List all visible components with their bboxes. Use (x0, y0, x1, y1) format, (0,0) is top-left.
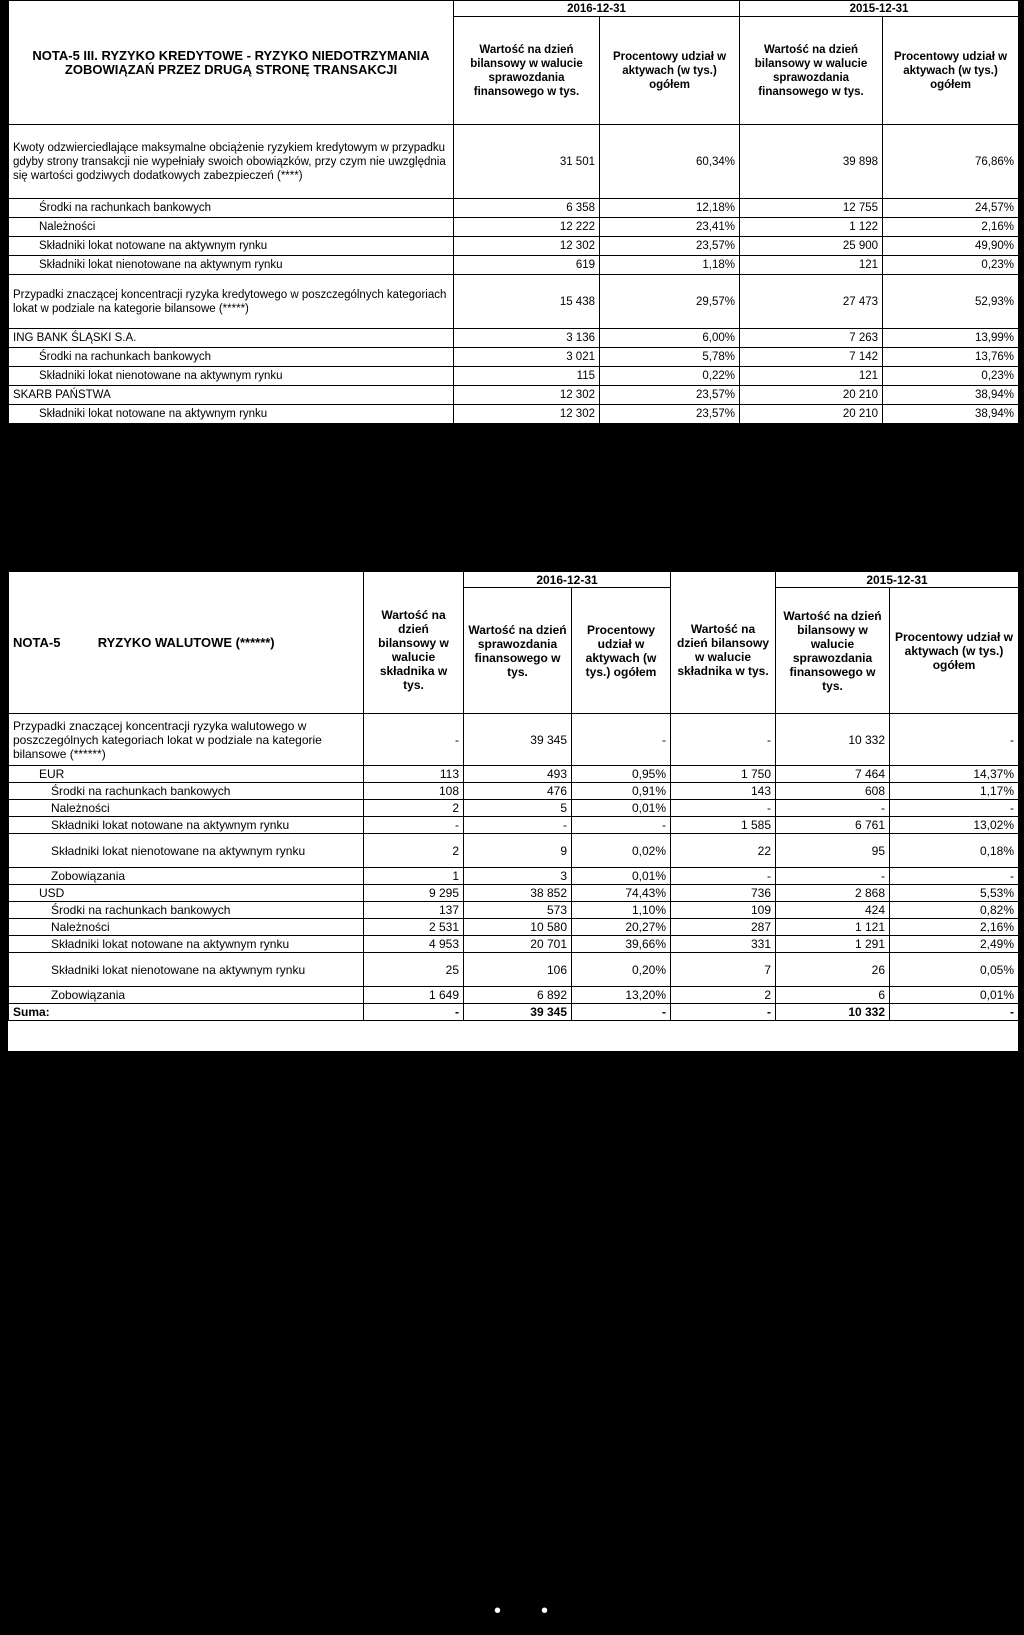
currency-risk-sheet (8, 571, 1018, 1051)
col-value-report-2015: Wartość na dzień bilansowy w walucie sprawozdania finansowego w tys. (776, 588, 890, 714)
value-currency-2016: 1 (364, 868, 464, 885)
col-pct: Procentowy udział w aktywach (w tys.) ogółem (572, 588, 671, 714)
table-row (9, 783, 1019, 800)
pct-2016: 1,18% (600, 256, 740, 275)
value-report-2015: 95 (776, 834, 890, 868)
pct-2016: 23,57% (600, 386, 740, 405)
value-currency-2016: 9 295 (364, 885, 464, 902)
pct-2015: - (890, 1004, 1019, 1021)
pct-2015: 13,99% (883, 329, 1019, 348)
col-value-report: Wartość na dzień sprawozdania finansowego w tys. (464, 588, 572, 714)
row-label: Składniki lokat nienotowane na aktywnym rynku (9, 367, 454, 386)
value-report-2016: 106 (464, 953, 572, 987)
value-report-2015: 1 291 (776, 936, 890, 953)
table-row (9, 405, 1019, 424)
row-label: Składniki lokat notowane na aktywnym rynku (9, 936, 364, 953)
pct-2016: - (572, 1004, 671, 1021)
table-row (9, 348, 1019, 367)
pct-2015: 13,76% (883, 348, 1019, 367)
value-currency-2016: 108 (364, 783, 464, 800)
row-label: Środki na rachunkach bankowych (9, 348, 454, 367)
value-2015: 25 900 (740, 237, 883, 256)
value-2016: 15 438 (454, 275, 600, 329)
pct-2016: 23,57% (600, 237, 740, 256)
value-report-2016: 39 345 (464, 714, 572, 766)
pct-2015: 2,16% (883, 218, 1019, 237)
col-value-currency-2015: Wartość na dzień bilansowy w walucie składnika w tys. (671, 588, 776, 714)
value-report-2016: 39 345 (464, 1004, 572, 1021)
row-label: Środki na rachunkach bankowych (9, 199, 454, 218)
value-column-header-2015: Wartość na dzień bilansowy w walucie sprawozdania finansowego w tys. (740, 17, 883, 125)
credit-risk-table (8, 0, 1019, 424)
value-report-2015: 6 (776, 987, 890, 1004)
value-report-2015: 26 (776, 953, 890, 987)
table-row (9, 256, 1019, 275)
table-row (9, 1004, 1019, 1021)
value-report-2016: - (464, 817, 572, 834)
value-2015: 20 210 (740, 386, 883, 405)
value-currency-2016: 1 649 (364, 987, 464, 1004)
table-row (9, 714, 1019, 766)
table-row (9, 885, 1019, 902)
pct-2015: 0,18% (890, 834, 1019, 868)
col-pct-2015: Procentowy udział w aktywach (w tys.) ogółem (890, 588, 1019, 714)
row-label: Zobowiązania (9, 868, 364, 885)
value-2015: 7 263 (740, 329, 883, 348)
pct-2015: 2,49% (890, 936, 1019, 953)
value-2016: 12 302 (454, 237, 600, 256)
value-currency-2015: 109 (671, 902, 776, 919)
table-row (9, 953, 1019, 987)
table-row (9, 367, 1019, 386)
value-2016: 115 (454, 367, 600, 386)
row-label: Składniki lokat notowane na aktywnym rynku (9, 405, 454, 424)
currency-risk-title-a: NOTA-5 (13, 634, 61, 650)
pct-2016: 0,95% (572, 766, 671, 783)
value-report-2015: 7 464 (776, 766, 890, 783)
table-row (9, 386, 1019, 405)
pct-2016: 39,66% (572, 936, 671, 953)
value-currency-2015: 1 585 (671, 817, 776, 834)
pct-2016: 1,10% (572, 902, 671, 919)
value-report-2016: 10 580 (464, 919, 572, 936)
pct-2015: 0,23% (883, 367, 1019, 386)
row-label: Suma: (9, 1004, 364, 1021)
pct-2016: 6,00% (600, 329, 740, 348)
value-currency-2016: 2 (364, 834, 464, 868)
table-row (9, 868, 1019, 885)
pct-2015: 38,94% (883, 386, 1019, 405)
table-row (9, 218, 1019, 237)
value-report-2016: 493 (464, 766, 572, 783)
currency-risk-table (8, 571, 1019, 1021)
value-2016: 3 021 (454, 348, 600, 367)
table-row (9, 800, 1019, 817)
value-2016: 3 136 (454, 329, 600, 348)
value-currency-2015: - (671, 800, 776, 817)
row-label: Składniki lokat nienotowane na aktywnym rynku (9, 834, 364, 868)
pct-2016: 0,20% (572, 953, 671, 987)
period-2016-header: 2016-12-31 (454, 1, 740, 17)
row-label: USD (9, 885, 364, 902)
value-report-2015: - (776, 868, 890, 885)
value-2016: 12 302 (454, 405, 600, 424)
value-2015: 121 (740, 367, 883, 386)
value-currency-2015: - (671, 714, 776, 766)
value-currency-2016: - (364, 817, 464, 834)
value-currency-2016: 137 (364, 902, 464, 919)
row-label: Przypadki znaczącej koncentracji ryzyka kredytowego w poszczególnych kategoriach lokat w podziale na kategorie bilansowe (*****) (9, 275, 454, 329)
pct-2016: 0,01% (572, 800, 671, 817)
value-2016: 619 (454, 256, 600, 275)
pct-2016: 29,57% (600, 275, 740, 329)
row-label: SKARB PAŃSTWA (9, 386, 454, 405)
value-currency-2015: 331 (671, 936, 776, 953)
row-label: EUR (9, 766, 364, 783)
table-row (9, 275, 1019, 329)
pct-2016: 0,22% (600, 367, 740, 386)
page-dots: •• (494, 1600, 589, 1622)
value-currency-2015: 143 (671, 783, 776, 800)
pct-2015: 49,90% (883, 237, 1019, 256)
row-label: Przypadki znaczącej koncentracji ryzyka walutowego w poszczególnych kategoriach lokat w podziale na kategorie bilansowe (******) (9, 714, 364, 766)
pct-2016: 12,18% (600, 199, 740, 218)
value-2015: 7 142 (740, 348, 883, 367)
value-2016: 12 222 (454, 218, 600, 237)
pct-2015: - (890, 868, 1019, 885)
table-row (9, 125, 1019, 199)
table-row (9, 329, 1019, 348)
value-report-2016: 3 (464, 868, 572, 885)
value-report-2015: 10 332 (776, 714, 890, 766)
pct-2015: 2,16% (890, 919, 1019, 936)
value-currency-2016: 2 531 (364, 919, 464, 936)
value-currency-2015: 287 (671, 919, 776, 936)
value-currency-2015: 1 750 (671, 766, 776, 783)
value-report-2016: 38 852 (464, 885, 572, 902)
row-label: Składniki lokat notowane na aktywnym rynku (9, 237, 454, 256)
pct-2015: 0,05% (890, 953, 1019, 987)
pct-2015: 24,57% (883, 199, 1019, 218)
value-currency-2016: 25 (364, 953, 464, 987)
pct-2015: 13,02% (890, 817, 1019, 834)
row-label: Kwoty odzwierciedlające maksymalne obciążenie ryzykiem kredytowym w przypadku gdyby strony transakcji nie wypełniały swoich obowiązków, przy czym nie uwzględnia się wartości godziwych dodatkowych zabezpieczeń (****) (9, 125, 454, 199)
value-currency-2015: 736 (671, 885, 776, 902)
value-currency-2016: 2 (364, 800, 464, 817)
value-report-2015: 1 121 (776, 919, 890, 936)
value-currency-2015: 2 (671, 987, 776, 1004)
value-currency-2016: 4 953 (364, 936, 464, 953)
table-row (9, 834, 1019, 868)
pct-2015: 0,82% (890, 902, 1019, 919)
row-label: Składniki lokat notowane na aktywnym rynku (9, 817, 364, 834)
credit-risk-sheet (8, 0, 1018, 423)
value-report-2015: - (776, 800, 890, 817)
pct-2015: - (890, 800, 1019, 817)
table-row (9, 817, 1019, 834)
value-currency-2015: 22 (671, 834, 776, 868)
row-label: Zobowiązania (9, 987, 364, 1004)
pct-2015: 0,23% (883, 256, 1019, 275)
pct-column-header-2015: Procentowy udział w aktywach (w tys.) ogółem (883, 17, 1019, 125)
row-label: ING BANK ŚLĄSKI S.A. (9, 329, 454, 348)
pct-2016: 0,01% (572, 868, 671, 885)
table-row (9, 919, 1019, 936)
value-report-2016: 6 892 (464, 987, 572, 1004)
value-2015: 20 210 (740, 405, 883, 424)
pct-2016: 23,41% (600, 218, 740, 237)
row-label: Należności (9, 218, 454, 237)
pct-2015: 38,94% (883, 405, 1019, 424)
pct-2015: 0,01% (890, 987, 1019, 1004)
value-report-2015: 2 868 (776, 885, 890, 902)
value-2015: 39 898 (740, 125, 883, 199)
pct-2016: 5,78% (600, 348, 740, 367)
period-2015-header-2: 2015-12-31 (776, 572, 1019, 588)
row-label: Należności (9, 919, 364, 936)
pct-2015: 52,93% (883, 275, 1019, 329)
pct-column-header: Procentowy udział w aktywach (w tys.) ogółem (600, 17, 740, 125)
pct-2016: - (572, 817, 671, 834)
pct-2015: - (890, 714, 1019, 766)
value-report-2016: 476 (464, 783, 572, 800)
currency-risk-title-b: RYZYKO WALUTOWE (******) (97, 634, 275, 650)
row-label: Środki na rachunkach bankowych (9, 783, 364, 800)
pct-2016: 74,43% (572, 885, 671, 902)
period-2015-header: 2015-12-31 (740, 1, 1019, 17)
value-report-2016: 5 (464, 800, 572, 817)
value-2015: 12 755 (740, 199, 883, 218)
value-report-2015: 608 (776, 783, 890, 800)
table-row (9, 766, 1019, 783)
credit-risk-title: NOTA-5 III. RYZYKO KREDYTOWE - RYZYKO NIEDOTRZYMANIA ZOBOWIĄZAŃ PRZEZ DRUGĄ STRONĘ TRANSAKCJI (9, 1, 454, 125)
value-2016: 6 358 (454, 199, 600, 218)
currency-risk-title (9, 572, 364, 714)
pct-2015: 76,86% (883, 125, 1019, 199)
value-report-2015: 6 761 (776, 817, 890, 834)
value-report-2015: 10 332 (776, 1004, 890, 1021)
pct-2015: 5,53% (890, 885, 1019, 902)
period-2016-header-2: 2016-12-31 (464, 572, 671, 588)
pct-2016: 20,27% (572, 919, 671, 936)
pct-2016: 13,20% (572, 987, 671, 1004)
row-label: Należności (9, 800, 364, 817)
value-currency-2016: - (364, 714, 464, 766)
value-2015: 1 122 (740, 218, 883, 237)
value-report-2016: 20 701 (464, 936, 572, 953)
pct-2016: - (572, 714, 671, 766)
pct-2015: 14,37% (890, 766, 1019, 783)
value-2015: 27 473 (740, 275, 883, 329)
pct-2016: 60,34% (600, 125, 740, 199)
value-report-2016: 9 (464, 834, 572, 868)
table-row (9, 936, 1019, 953)
table-row (9, 987, 1019, 1004)
value-2015: 121 (740, 256, 883, 275)
table-row (9, 199, 1019, 218)
value-2016: 31 501 (454, 125, 600, 199)
row-label: Składniki lokat nienotowane na aktywnym rynku (9, 256, 454, 275)
row-label: Środki na rachunkach bankowych (9, 902, 364, 919)
value-currency-2016: 113 (364, 766, 464, 783)
pct-2016: 23,57% (600, 405, 740, 424)
pct-2015: 1,17% (890, 783, 1019, 800)
value-currency-2015: - (671, 1004, 776, 1021)
value-column-header: Wartość na dzień bilansowy w walucie sprawozdania finansowego w tys. (454, 17, 600, 125)
value-report-2016: 573 (464, 902, 572, 919)
table-row (9, 237, 1019, 256)
value-currency-2016: - (364, 1004, 464, 1021)
pct-2016: 0,02% (572, 834, 671, 868)
value-currency-2015: - (671, 868, 776, 885)
col-value-currency: Wartość na dzień bilansowy w walucie składnika w tys. (364, 588, 464, 714)
pct-2016: 0,91% (572, 783, 671, 800)
value-2016: 12 302 (454, 386, 600, 405)
row-label: Składniki lokat nienotowane na aktywnym rynku (9, 953, 364, 987)
value-currency-2015: 7 (671, 953, 776, 987)
value-report-2015: 424 (776, 902, 890, 919)
table-row (9, 902, 1019, 919)
